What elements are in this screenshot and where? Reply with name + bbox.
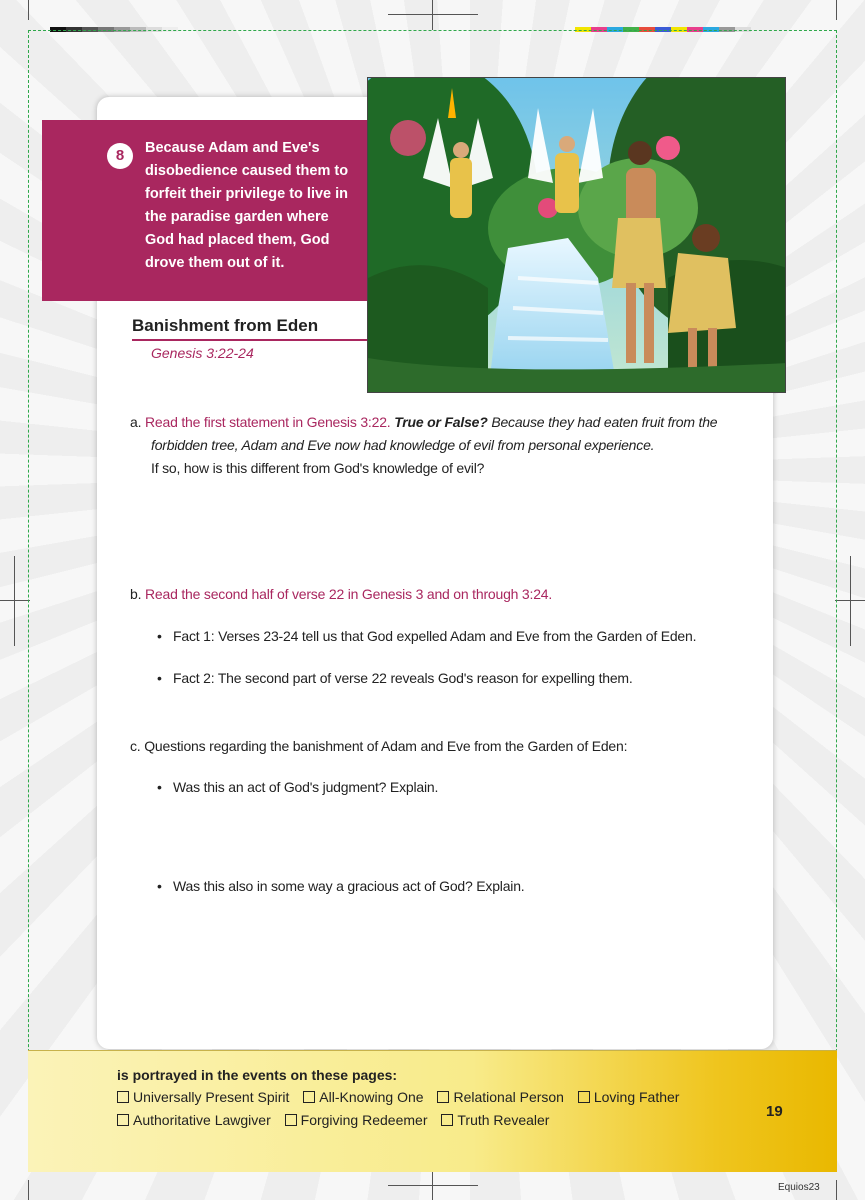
question-a-statement [151,434,751,457]
statement-line: forbidden tree, Adam and Eve now had knowledge of evil from personal experience. [151,437,655,453]
attribute-label: Relational Person [453,1089,564,1105]
question-letter: a. [130,414,142,430]
checkbox[interactable] [117,1091,129,1103]
checkbox[interactable] [303,1091,315,1103]
crop-mark [14,556,15,646]
list-item: • Fact 1: Verses 23-24 tell us that God expelled Adam and Eve from the Garden of Eden. [157,628,697,644]
crop-mark [0,600,30,601]
attribute-row [117,1112,559,1128]
crop-mark [432,0,433,30]
attribute-label: Forgiving Redeemer [300,1112,428,1128]
attribute-label: All-Knowing One [319,1089,424,1105]
section-title: Banishment from Eden [132,316,319,335]
attribute-label: Authoritative Lawgiver [133,1112,271,1128]
attribute-label: Universally Present Spirit [133,1089,290,1105]
question-b [130,583,750,606]
list-item: • Fact 2: The second part of verse 22 reveals God's reason for expelling them. [157,670,633,686]
question-instruction: Questions regarding the banishment of Adam and Eve from the Garden of Eden: [144,738,628,754]
question-letter: b. [130,586,142,602]
question-instruction: Read the second half of verse 22 in Genesis 3 and on through 3:24. [144,586,553,602]
question-letter: c. [130,738,141,754]
section-title-rule [132,339,367,341]
print-slug: Equios23 [778,1182,820,1193]
crop-mark [28,1180,29,1200]
bullet-text: Fact 2: The second part of verse 22 reveals God's reason for expelling them. [173,670,633,686]
checkbox[interactable] [117,1114,129,1126]
lesson-number-badge: 8 [107,143,133,169]
checkbox[interactable] [441,1114,453,1126]
attribute-option[interactable] [578,1089,680,1105]
lesson-callout-text: Because Adam and Eve's disobedience caused them to forfeit their privilege to live in the paradise garden where God had placed them, God drove them out of it. [145,140,349,271]
page-number: 19 [766,1103,783,1120]
attribute-label: Truth Revealer [457,1112,550,1128]
crop-mark [850,556,851,646]
crop-mark [388,14,478,15]
crop-mark [836,0,837,20]
crop-mark [836,1180,837,1200]
question-a [130,411,750,434]
scripture-reference: Genesis 3:22-24 [151,345,254,361]
list-item: • Was this also in some way a gracious act of God? Explain. [157,878,525,894]
crop-mark [28,0,29,20]
question-instruction: Read the first statement in Genesis 3:22. [144,414,391,430]
attribute-option[interactable] [437,1089,564,1105]
checkbox[interactable] [437,1091,449,1103]
question-c [130,735,750,758]
attribute-option[interactable] [117,1089,289,1105]
bullet-text: Was this an act of God's judgment? Explain. [173,779,439,795]
footer-heading: is portrayed in the events on these pages: [117,1067,398,1083]
attribute-option[interactable] [303,1089,423,1105]
attribute-row [117,1089,689,1105]
banishment-illustration [367,77,786,393]
statement-line: Because they had eaten fruit from the [491,414,718,430]
attribute-label: Loving Father [593,1089,680,1105]
garden-scene [368,78,786,393]
attribute-option[interactable] [441,1112,549,1128]
crop-mark [388,1185,478,1186]
bullet-text: Fact 1: Verses 23-24 tell us that God expelled Adam and Eve from the Garden of Eden. [173,628,697,644]
checkbox[interactable] [285,1114,297,1126]
checkbox[interactable] [578,1091,590,1103]
bullet-text: Was this also in some way a gracious act of God? Explain. [173,878,525,894]
true-false-label: True or False? [394,414,488,430]
attribute-option[interactable] [285,1112,428,1128]
attribute-option[interactable] [117,1112,271,1128]
list-item: • Was this an act of God's judgment? Explain. [157,779,439,795]
question-a-followup: If so, how is this different from God's knowledge of evil? [151,460,485,476]
